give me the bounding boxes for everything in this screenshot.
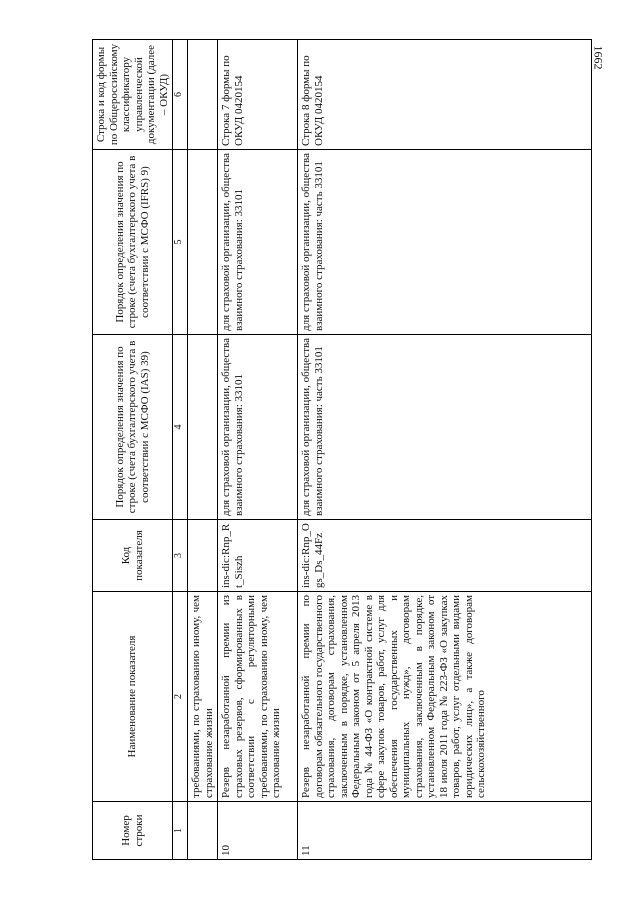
ias39-procedure: для страховой организации, общества взаимного страхования: 33101 <box>218 335 298 520</box>
row-number: 10 <box>218 802 298 860</box>
page-number: 1662 <box>591 45 606 70</box>
column-index-row <box>173 40 188 860</box>
table-row <box>298 40 592 860</box>
okud-reference: Строка 7 формы по ОКУД 0420154 <box>218 40 298 150</box>
indicator-name: Резерв незаработанной премии по договорам обязательного государственного страхования, договорам страхования, заключенным в порядке, установленном Федеральным законом от 5 апреля 2013 года № 44-ФЗ «О контрактной системе в сфере закупок товаров, работ, услуг для обеспечения государственных и муниципальных нужд», договорам страхования, заключенным в порядке, установленном Федеральным законом от 18 июля 2011 года № 223-ФЗ «О закупках товаров, работ, услуг отдельными видами юридических лиц», а также договорам сельскохозяйственного <box>298 592 592 802</box>
ifrs9-procedure: для страховой организации, общества взаимного страхования: 33101 <box>218 150 298 335</box>
header-row <box>93 40 173 860</box>
column-index: 2 <box>173 592 188 802</box>
column-index: 5 <box>173 150 188 335</box>
column-index: 4 <box>173 335 188 520</box>
header-ifrs9-procedure: Порядок определения значения по строке (счета бухгалтерского учета в соответствии с МСФО (IFRS) 9) <box>93 150 173 335</box>
header-row-number: Номер строки <box>93 802 173 860</box>
indicator-name: Резерв незаработанной премии из страховых резервов, сформированных в соответствии с регуляторными требованиями, по страхованию иному, чем страхование жизни <box>218 592 298 802</box>
indicator-code: ins-dic:Rnp_Ogs_Ds_44Fz <box>298 520 592 592</box>
header-indicator-name: Наименование показателя <box>93 592 173 802</box>
indicators-table <box>92 39 592 860</box>
header-ias39-procedure: Порядок определения значения по строке (счета бухгалтерского учета в соответствии с МСФО (IAS) 39) <box>93 335 173 520</box>
column-index: 3 <box>173 520 188 592</box>
table-row <box>218 40 298 860</box>
ias39-procedure: для страховой организации, общества взаимного страхования: часть 33101 <box>298 335 592 520</box>
ifrs9-procedure: для страховой организации, общества взаимного страхования: часть 33101 <box>298 150 592 335</box>
column-index: 1 <box>173 802 188 860</box>
okud-reference <box>188 40 218 150</box>
row-number <box>188 802 218 860</box>
indicator-name: требованиями, по страхованию иному, чем страхование жизни <box>188 592 218 802</box>
header-okud: Строка и код формы по Общероссийскому классификатору управленческой документации (далее – ОКУД) <box>93 40 173 150</box>
indicator-code: ins-dic:Rnp_Rt_Siszh <box>218 520 298 592</box>
table-row <box>188 40 218 860</box>
ias39-procedure <box>188 335 218 520</box>
okud-reference: Строка 8 формы по ОКУД 0420154 <box>298 40 592 150</box>
ifrs9-procedure <box>188 150 218 335</box>
column-index: 6 <box>173 40 188 150</box>
rotated-table-container <box>92 40 592 860</box>
row-number: 11 <box>298 802 592 860</box>
header-indicator-code: Код показателя <box>93 520 173 592</box>
indicator-code <box>188 520 218 592</box>
